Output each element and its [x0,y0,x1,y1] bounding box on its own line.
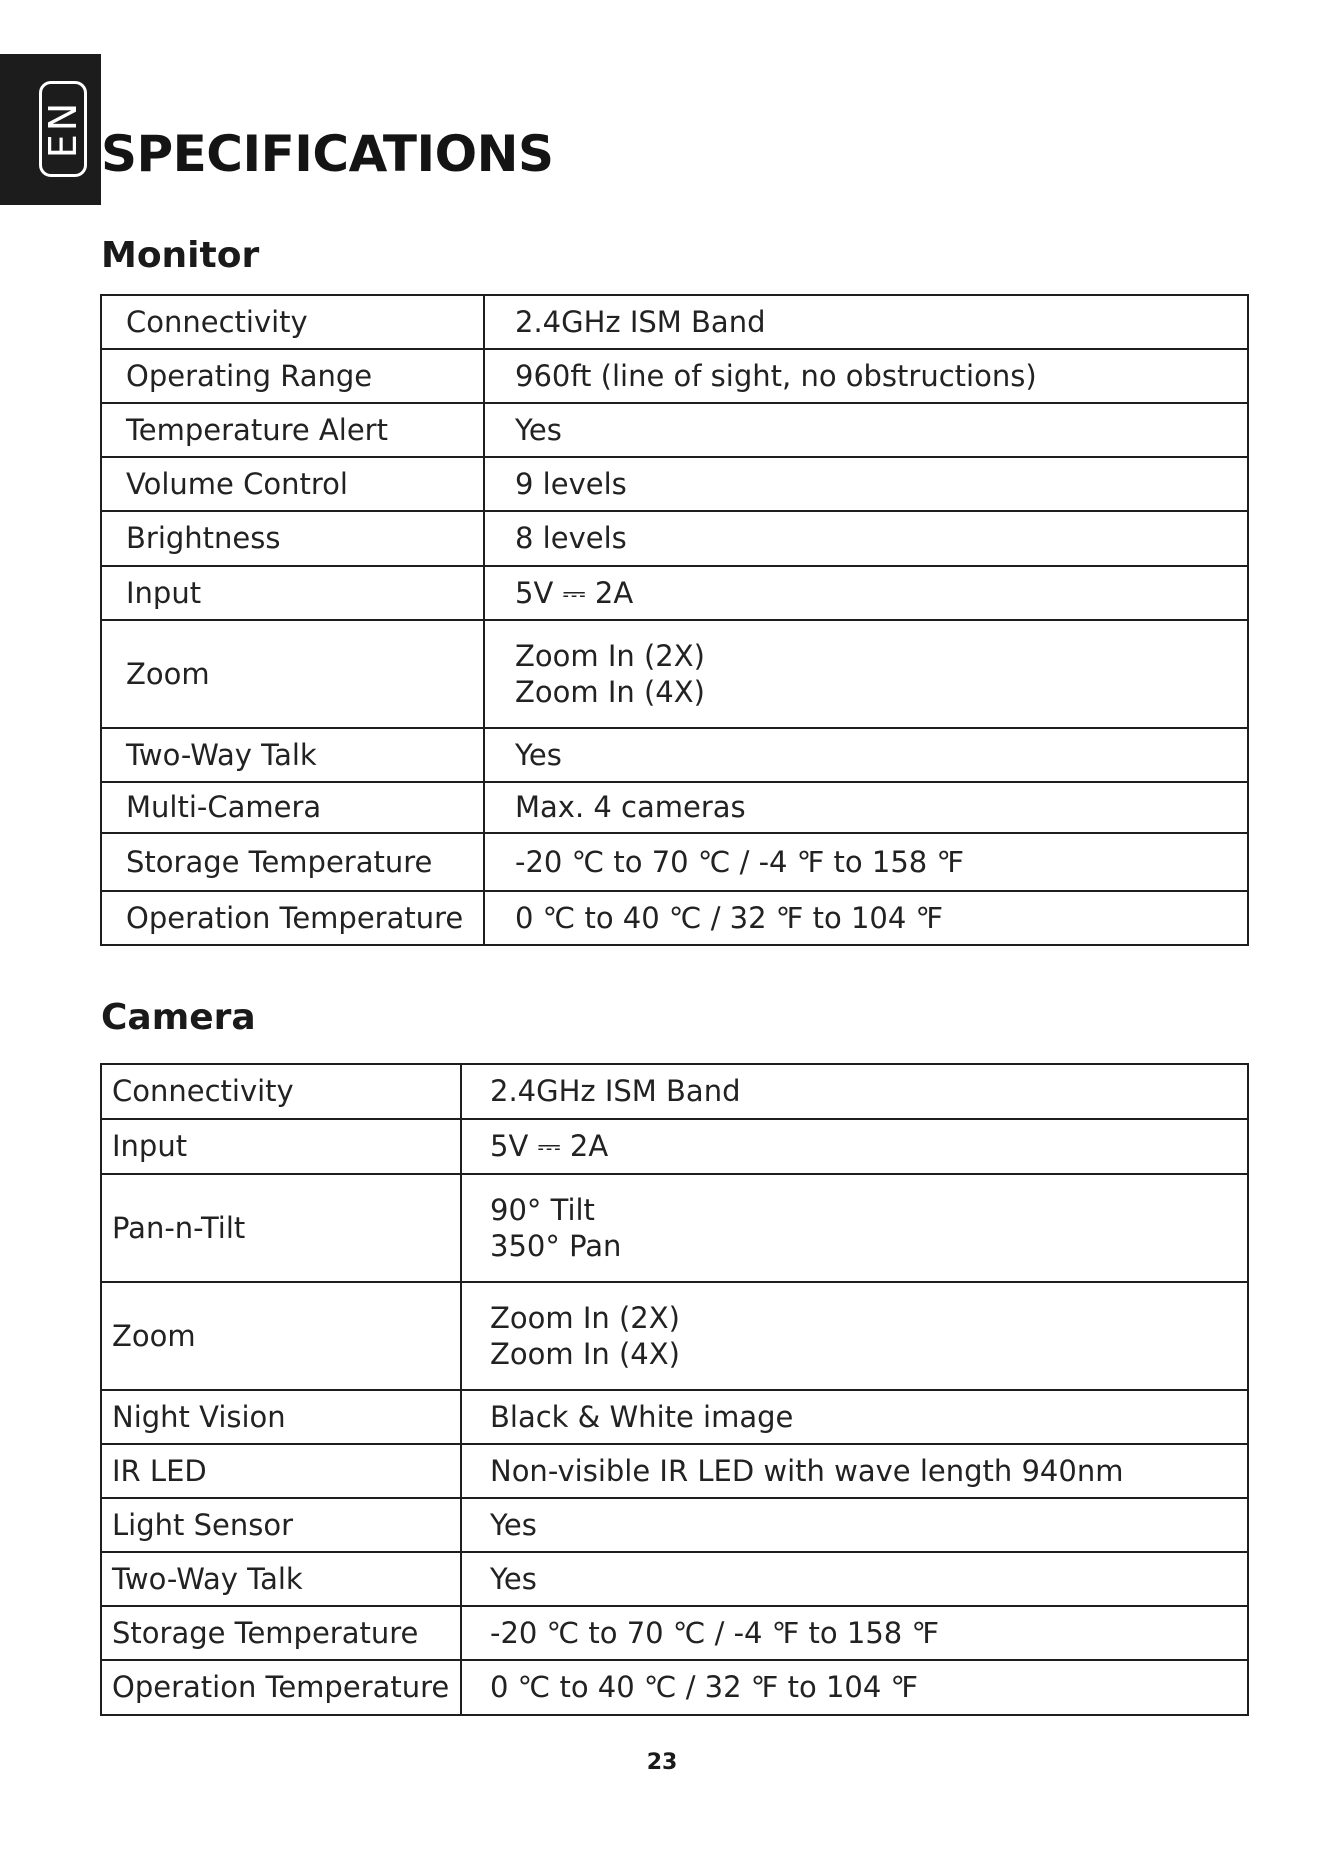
spec-label: IR LED [101,1444,461,1498]
spec-value-line: 9 levels [515,466,627,501]
monitor-spec-table [100,294,1249,946]
spec-row [101,1606,1248,1660]
spec-value-line: 90° Tilt [490,1192,595,1227]
spec-label: Light Sensor [101,1498,461,1552]
spec-row [101,511,1248,566]
spec-value [484,728,1248,782]
spec-value-line: -20 ℃ to 70 ℃ / -4 ℉ to 158 ℉ [490,1615,940,1650]
spec-row [101,1498,1248,1552]
spec-value-line: Yes [515,737,562,772]
spec-row [101,620,1248,728]
spec-value [461,1390,1248,1444]
spec-row [101,728,1248,782]
spec-value-line: Zoom In (2X) [490,1300,680,1335]
spec-label: Connectivity [101,295,484,349]
spec-value [484,891,1248,945]
spec-value [461,1498,1248,1552]
spec-value-line: Zoom In (4X) [490,1337,680,1371]
spec-value-line: Zoom In (4X) [515,675,705,709]
spec-value [484,403,1248,457]
spec-row [101,1064,1248,1119]
spec-label: Input [101,566,484,620]
spec-label: Storage Temperature [101,1606,461,1660]
spec-row [101,1282,1248,1390]
spec-label: Operating Range [101,349,484,403]
spec-value [461,1064,1248,1119]
page-number: 23 [646,1750,678,1775]
camera-heading: Camera [101,997,256,1038]
spec-row [101,1444,1248,1498]
spec-value-line: 5V ⎓ 2A [515,575,634,610]
spec-value [461,1174,1248,1282]
spec-value [461,1444,1248,1498]
spec-row [101,1174,1248,1282]
spec-label: Storage Temperature [101,833,484,891]
spec-label: Two-Way Talk [101,1552,461,1606]
spec-value-line: Zoom In (2X) [515,638,705,673]
spec-label: Two-Way Talk [101,728,484,782]
spec-label: Volume Control [101,457,484,511]
spec-value [484,349,1248,403]
spec-row [101,295,1248,349]
spec-label: Pan-n-Tilt [101,1174,461,1282]
spec-row [101,1390,1248,1444]
spec-value-line: Yes [515,412,562,447]
spec-value-line: -20 ℃ to 70 ℃ / -4 ℉ to 158 ℉ [515,844,965,879]
monitor-spec-rows [101,295,1248,945]
spec-value [484,833,1248,891]
spec-value [484,566,1248,620]
spec-row [101,457,1248,511]
spec-row [101,782,1248,833]
spec-row [101,833,1248,891]
spec-value-line: 5V ⎓ 2A [490,1129,609,1164]
spec-value-line: Max. 4 cameras [515,790,746,825]
spec-row [101,349,1248,403]
spec-row [101,1552,1248,1606]
spec-label: Zoom [101,620,484,728]
spec-value [484,295,1248,349]
spec-row [101,566,1248,620]
spec-label: Connectivity [101,1064,461,1119]
spec-value [461,1660,1248,1715]
spec-label: Operation Temperature [101,891,484,945]
spec-label: Multi-Camera [101,782,484,833]
spec-value-line: 350° Pan [490,1229,622,1263]
spec-label: Operation Temperature [101,1660,461,1715]
spec-value-line: 8 levels [515,521,627,556]
spec-value [484,511,1248,566]
spec-value-line: 2.4GHz ISM Band [515,304,766,339]
spec-row [101,1119,1248,1174]
spec-row [101,1660,1248,1715]
spec-value [461,1606,1248,1660]
spec-value [484,782,1248,833]
spec-value-line: 0 ℃ to 40 ℃ / 32 ℉ to 104 ℉ [515,900,944,935]
spec-row [101,891,1248,945]
spec-label: Brightness [101,511,484,566]
spec-value-line: 0 ℃ to 40 ℃ / 32 ℉ to 104 ℉ [490,1670,919,1705]
spec-label: Input [101,1119,461,1174]
spec-value-line: Black & White image [490,1399,794,1434]
spec-label: Temperature Alert [101,403,484,457]
spec-value [461,1282,1248,1390]
spec-label: Night Vision [101,1390,461,1444]
spec-value-line: 960ft (line of sight, no obstructions) [515,358,1037,393]
language-badge [39,81,87,177]
spec-value [461,1552,1248,1606]
spec-value-line: Yes [490,1507,537,1542]
spec-label: Zoom [101,1282,461,1390]
camera-spec-rows [101,1064,1248,1715]
spec-value-line: 2.4GHz ISM Band [490,1074,741,1109]
monitor-heading: Monitor [101,235,260,276]
page-title: SPECIFICATIONS [101,125,554,183]
spec-value [484,620,1248,728]
camera-spec-table [100,1063,1249,1716]
spec-value [461,1119,1248,1174]
language-label: EN [41,99,85,159]
spec-value-line: Yes [490,1561,537,1596]
spec-value [484,457,1248,511]
spec-row [101,403,1248,457]
spec-value-line: Non-visible IR LED with wave length 940nm [490,1453,1124,1488]
